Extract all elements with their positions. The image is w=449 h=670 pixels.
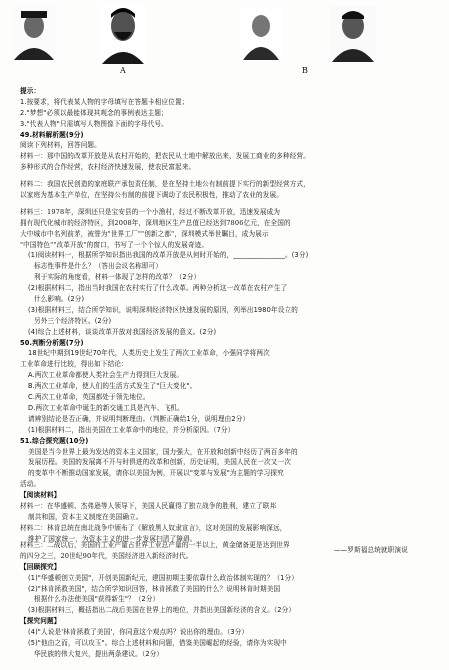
text-line: A.两次工业革命都使人类社会生产力得到巨大发展。: [28, 371, 184, 380]
text-line: D.两次工业革命中诞生的新交通工具是汽车、飞机。: [28, 403, 184, 412]
text-line: B.两次工业革命，使人们的生活方式发生了"巨大变化"。: [28, 382, 197, 391]
section-heading: 提示：: [20, 87, 41, 95]
text-line: (5)"他由之而，可以攻玉"。综合上述材料和问题，借鉴美国崛起的经验，请你为实现中: [28, 639, 287, 648]
text-line: 制共和国，资本主义制度在美国确立。: [28, 512, 143, 521]
text-line: (1)"华盛顿创立美国"，开创美国新纪元，建国初期主要依靠什么政治体制实现的？（1分）: [28, 573, 299, 582]
text-line: 2."梦想"必须以最能体现其观念的事例表达主题；: [20, 108, 168, 117]
text-line: 以家庭为基本生产单位，在坚持公有制的前提下调动了农民积极性，推动了农业的发展。: [20, 191, 284, 200]
text-line: 另外三个经济特区。(2分): [34, 316, 112, 325]
section-heading: 【阅读材料】: [20, 491, 61, 500]
text-line: (1)阅读材料一，根据所学知识指出我国的改革开放是从何时开始的，_______________。(3分): [28, 251, 309, 260]
text-line: (3)根据材料三，概括指出二战后美国在世界上的地位，并指出美国新经济的含义。（2分）: [28, 606, 296, 615]
text-line: 工业革命进行比较，得出如下结论：: [20, 360, 128, 369]
portrait-strip: [0, 0, 449, 90]
text-line: 材料一：在华盛顿、杰弗逊等人领导下，美国人民赢得了独立战争的胜利，建立了联邦: [20, 501, 277, 510]
text-line: 利于实际的角度看，材料一体现了怎样的改革？（2分）: [34, 273, 201, 282]
portrait-1-image: [12, 6, 56, 60]
text-line: 材料二：林肯总统在南北战争中颁布了《解放黑人奴隶宣言》，这对美国的发展影响深远，: [20, 523, 287, 532]
exam-questions-part2: [20, 540, 438, 660]
section-heading: 【探究问题】: [20, 617, 61, 626]
text-line: 根据什么办法使美国"获得新生"？（2分）: [34, 595, 160, 604]
text-line: 维护了国家统一，为资本主义的进一步发展扫清了障碍。: [28, 534, 197, 543]
text-line: (2)根据材料二，指出当时我国在农村实行了什么改革。两种分析这一改革在农村产生了: [28, 284, 288, 293]
text-line: (4)"人说是'林肯拯救了美国'，你同意这个观点吗？说出你的理由。（3分）: [28, 628, 249, 637]
text-line: 华民族的伟大复兴，提出两条建议。（2分）: [34, 649, 164, 658]
text-line: 大中城市中名列前茅，被誉为"世界工厂""创新之都"，深圳模式举世瞩目，成为展示: [20, 229, 269, 238]
text-line: 阅读下列材料，回答问题。: [20, 141, 101, 150]
text-line: 材料三：1978年，深圳还只是宝安县的一个小渔村，经过不断改革开放，迅速发展成为: [20, 207, 281, 216]
text-line: 材料一：那中国的改革开放是从农村开始的，把农民从土地中解放出来，发展工商业的多种经营。: [20, 152, 310, 161]
text-line: C.两次工业革命，英国都处于领先地位。: [28, 393, 150, 402]
text-line: (4)综合上述材料，谈谈改革开放对我国经济发展的意义。(2分): [28, 327, 217, 336]
exam-questions-part1: [20, 86, 438, 555]
text-line: 的变革中不断推动国家发展，请你以美国为例，开展以"变革与发展"为主题的学习探究: [28, 469, 284, 478]
text-line: 1.按要求，将代表某人物的字母填写在答题卡相应位置；: [20, 97, 189, 106]
text-line: 标志性事件是什么？（答出会议名称即可）: [34, 262, 163, 271]
portrait-2-image: [100, 4, 146, 64]
text-line: 多种形式的合作经营，农村经济快速发展，使农民富起来。: [20, 163, 196, 172]
text-line: (3)根据材料三，结合所学知识，说明深圳经济特区快速发展的原因，列举出1980年设立的: [28, 305, 298, 314]
text-line: 的四分之三，20世纪90年代，美国经济进入新经济时代。: [20, 551, 193, 560]
text-line: 3."代表人物"只需填写人物图像下面的字母代号。: [20, 119, 168, 128]
text-line: ——罗斯福总统就职演说: [333, 545, 408, 554]
text-line: 材料三：二战以后，美国的工业产量占世界工业总产量的一半以上，黄金储备更是达到世界: [20, 541, 290, 549]
section-heading: 49.材料解析题(9分): [20, 130, 84, 139]
photo-label-a: A: [120, 66, 126, 75]
section-heading: 50.判断分析题(7分): [20, 338, 84, 347]
portrait-3-image: [240, 8, 282, 60]
text-line: 请辨别结论是否正确，并说明判断理由。（判断正确给1分，说明理由2分）: [28, 414, 250, 423]
photo-label-b: B: [302, 66, 308, 75]
section-heading: 【回顾探究】: [20, 562, 61, 571]
text-line: 拥有现代化城市的经济特区，到2008年，深圳地区生产总值已经达到7806亿元，在全国的: [20, 218, 291, 227]
text-line: 发展历程。美国的发展离不开与时俱进的改革和创新，历史证明，美国人民在一次又一次: [28, 458, 292, 467]
text-line: 材料二：我国农民创造的家庭联产承包责任制，是在坚持土地公有制前提下实行的新型经营方式，: [20, 180, 310, 189]
text-line: "中国特色""改革开放"的窗口，书写了一个个惊人的发展奇迹。: [20, 240, 209, 249]
text-line: 美国是当今世界上最为发达的资本主义国家，国力强大，在开放和创新中经历了两百多年的: [28, 447, 298, 456]
text-line: 什么影响。(2分): [34, 295, 85, 304]
text-line: (1)根据材料二，指出美国在工业革命中的地位，并分析原因。（7分）: [28, 425, 235, 434]
text-line: (2)"林肯拯救美国"，结合所学知识回答，林肯拯救了美国的什么？说明林肯时期美国: [28, 584, 281, 593]
text-line: 活动。: [20, 480, 41, 489]
text-line: 18世纪中期到19世纪70年代，人类历史上发生了两次工业革命，小强同学将两次: [28, 349, 270, 358]
portrait-4-image: [330, 6, 376, 62]
section-heading: 51.综合探究题(10分): [20, 436, 89, 445]
